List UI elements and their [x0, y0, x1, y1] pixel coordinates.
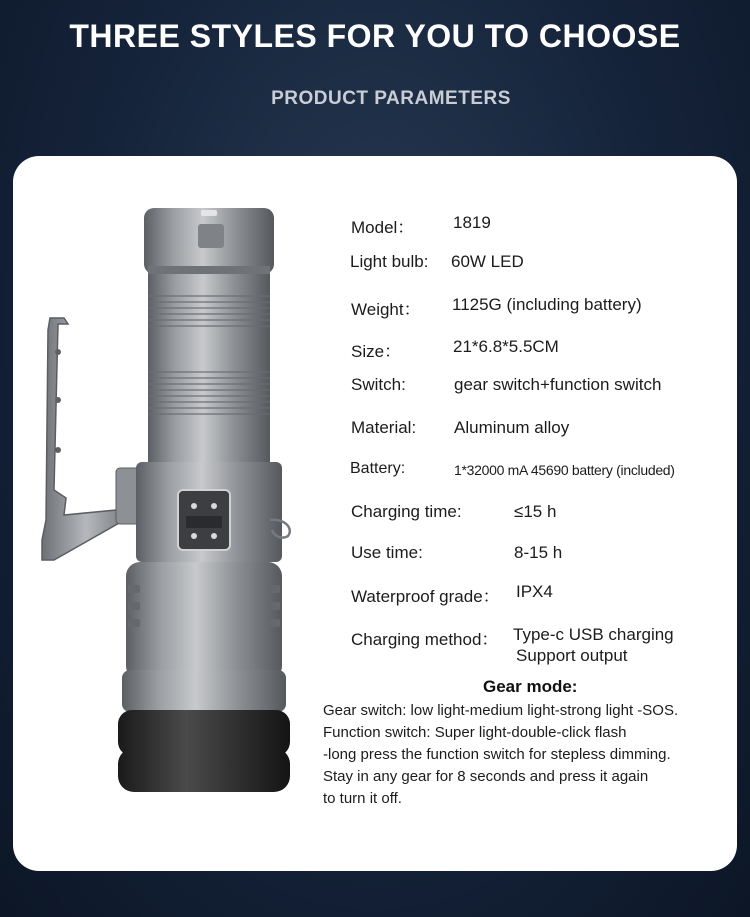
spec-label: Weight：	[351, 300, 421, 319]
spec-label: Waterproof grade：	[351, 587, 500, 606]
spec-value: Aluminum alloy	[454, 418, 570, 437]
flashlight-image	[36, 200, 306, 800]
gear-mode-line: -long press the function switch for stepless dimming.	[323, 746, 671, 763]
spec-value: 1125G (including battery)	[452, 295, 642, 314]
spec-value: gear switch+function switch	[454, 375, 662, 394]
spec-label: Charging time:	[351, 502, 462, 521]
spec-value: 1*32000 mA 45690 battery (included)	[454, 462, 675, 478]
spec-label: Size：	[351, 342, 402, 361]
gear-mode-line: Stay in any gear for 8 seconds and press it again	[323, 768, 649, 785]
spec-label: Model：	[351, 218, 415, 237]
spec-value: 8-15 h	[514, 543, 563, 562]
spec-label: Switch:	[351, 375, 406, 394]
spec-label: Material:	[351, 418, 417, 437]
gear-mode-line: Gear switch: low light-medium light-strong light -SOS.	[323, 702, 679, 719]
page-title: THREE STYLES FOR YOU TO CHOOSE	[69, 18, 681, 54]
spec-value: IPX4	[516, 582, 553, 601]
gear-mode-title: Gear mode:	[483, 677, 578, 696]
spec-label: Use time:	[351, 543, 423, 562]
spec-label: Charging method：	[351, 630, 499, 649]
spec-value: Type-c USB charging	[513, 625, 674, 644]
spec-label: Light bulb:	[350, 252, 429, 271]
spec-value: 21*6.8*5.5CM	[453, 337, 559, 356]
carry-handle	[42, 318, 130, 560]
section-subtitle: PRODUCT PARAMETERS	[271, 88, 511, 109]
spec-value: ≤15 h	[514, 502, 557, 521]
gear-mode-line: to turn it off.	[323, 790, 402, 807]
gear-mode-line: Function switch: Super light-double-click flash	[323, 724, 627, 741]
spec-value: 60W LED	[451, 252, 524, 271]
spec-value: 1819	[453, 213, 491, 232]
spec-label: Battery:	[350, 460, 406, 477]
gear-mode-description	[323, 700, 678, 810]
spec-value-line2: Support output	[516, 646, 628, 665]
